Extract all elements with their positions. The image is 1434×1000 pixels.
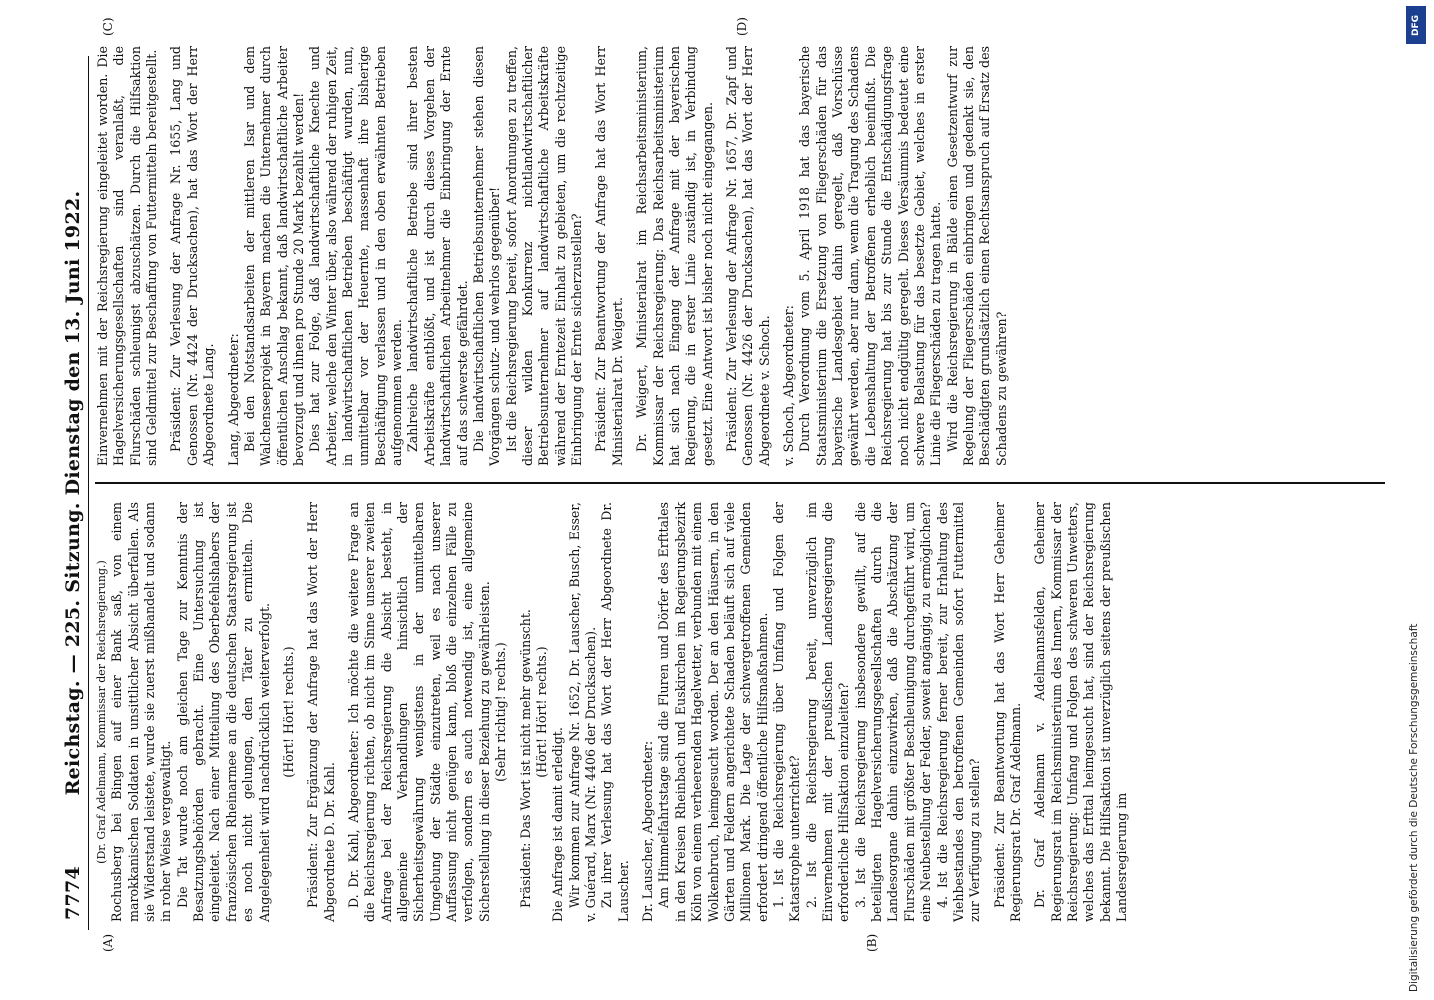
- paragraph: D. Dr. Kahl, Abgeordneter: Ich möchte die weitere Frage an die Reichsregierung richten, ob nicht im Sinne unserer zweiten Anfrage bei der Reichsregierung die Absicht besteht, in allgemeine Verhandlungen hinsichtlich der Sicherheitsgewährung wenigstens in der unmittelbaren Umgebung der Städte einzutreten, weil es nach unserer Auffassung nicht genügen kann, bloß die einzelnen Fälle zu verfolgen, sondern es auch notwendig ist, eine allgemeine Sicherstellung in dieser Beziehung zu gewährleisten.: [345, 502, 492, 922]
- paragraph: Zahlreiche landwirtschaftliche Betriebe sind ihrer besten Arbeitskräfte entblößt, und ist durch dieses Vorgehen der landwirtschaftlichen Arbeitnehmer die Einbringung der Ernte auf das schwerste gefährdet.: [405, 46, 470, 466]
- paragraph: Die Tat wurde noch am gleichen Tage zur Kenntnis der Besatzungsbehörden gebracht. Eine Untersuchung ist eingeleitet. Nach einer Mitteilung des Oberbefehlshabers der französischen Rheinarmee an die deutschen Staatsregierung ist es noch nicht gelungen, den Täter zu ermitteln. Die Angelegenheit wird nachdrücklich weiterverfolgt.: [174, 502, 272, 922]
- interjection: (Sehr richtig! rechts.): [493, 642, 509, 782]
- paragraph: Wird die Reichsregierung in Bälde einen Gesetzentwurf zur Regelung der Fliegerschäden einbringen und gedenkt sie, den Beschädigten grundsätzlich einen Rechtsanspruch auf Ersatz des Schadens zu gewähren?: [944, 46, 1009, 466]
- paragraph: Die landwirtschaftlichen Betriebsunternehmer stehen diesen Vorgängen schutz- und wehrlos gegenüber!: [470, 46, 503, 466]
- paragraph: Präsident: Zur Verlesung der Anfrage Nr. 1655, Lang und Genossen (Nr. 4424 der Drucksachen), hat das Wort der Herr Abgeordnete Lang.: [168, 46, 217, 466]
- paragraph: Präsident: Zur Beantwortung hat das Wort Herr Geheimer Regierungsrat Dr. Graf Adelmann.: [991, 502, 1023, 922]
- paragraph: Einvernehmen mit der Reichsregierung eingeleitet worden. Die Hagelversicherungsgesellschaften sind veranlaßt, die Flurschäden schleunigst abzuschätzen. Durch die Hilfsaktion sind Geldmittel zur Beschaffung von Futtermitteln bereitgestellt.: [95, 46, 160, 466]
- paragraph: Dr. Weigert, Ministerialrat im Reichsarbeitsministerium, Kommissar der Reichsregierung: Das Reichsarbeitsministerium hat sich nach Eingang der Anfrage mit der bayerischen Regierung, die in erster Linie zuständig ist, in Verbindung gesetzt. Eine Antwort ist bisher noch nicht eingegangen.: [634, 46, 715, 466]
- interjection: (Hört! Hört! rechts.): [280, 646, 296, 778]
- question-item: 1. Ist die Reichsregierung über Umfang und Folgen der Katastrophe unterrichtet?: [770, 502, 803, 922]
- margin-marker-b: (B): [865, 933, 879, 952]
- speaker-heading: Dr. Lauscher, Abgeordneter:: [640, 740, 656, 922]
- speaker-heading: v. Schoch, Abgeordneter:: [781, 305, 797, 466]
- page-header: [58, 56, 89, 930]
- question-item: 2. Ist die Reichsregierung bereit, unverzüglich im Einvernehmen mit der preußischen Landesregierung die erforderliche Hilfsaktion einzuleiten?: [803, 502, 852, 922]
- paragraph: Wir kommen zur Anfrage Nr. 1652, Dr. Lauscher, Busch, Esser, v. Guérard, Marx (Nr. 4406 der Drucksachen).: [566, 502, 598, 922]
- paragraph: Am Himmelfahrtstage sind die Fluren und Dörfer des Erfttales in den Kreisen Rheinbach und Euskirchen im Regierungsbezirk Köln von einem verheerenden Hagelwetter, verbunden mit einem Wolkenbruch, heimgesucht worden. Der an den Häusern, in den Gärten und Feldern angerichtete Schaden beläuft sich auf viele Millionen Mark. Die Lage der schwergetroffenen Gemeinden erfordert dringend öffentliche Hilfsmaßnahmen.: [656, 502, 770, 922]
- paragraph: Bei den Notstandsarbeiten der mittleren Isar und dem Walchenseeprojekt in Bayern machen die Unternehmer durch öffentlichen Anschlag bekannt, daß landwirtschaftliche Arbeiter bevorzugt und ihnen pro Stunde 20 Mark bezahlt werden!: [241, 46, 306, 466]
- digitization-note: Digitalisierung gefördert durch die Deutsche Forschungsgemeinschaft: [1408, 623, 1420, 992]
- question-item: 3. Ist die Reichsregierung insbesondere gewillt, auf die beteiligten Hagelversicherungsgesellschaften durch die Landesorgane dahin einzuwirken, daß die Abschätzung der Flurschäden mit größter Beschleunigung durchgeführt wird, um eine Neubestellung der Felder, soweit angängig, zu ermöglichen?: [852, 502, 934, 922]
- speaker-continuation: (Dr. Graf Adelmann, Kommissar der Reichsregierung.): [95, 560, 108, 864]
- interjection: (Hört! Hört! rechts.): [533, 646, 549, 778]
- paragraph: Dr. Graf Adelmann v. Adelmannsfelden, Geheimer Regierungsrat im Reichsministerium des Innern, Kommissar der Reichsregierung: Umfang und Folgen des schweren Unwetters, welches das Erfttal heimgesucht hat, sind der Reichsregierung bekannt. Die Hilfsaktion ist unverzüglich seitens der preußischen Landesregierung im: [1032, 502, 1130, 922]
- paragraph: Dies hat zur Folge, daß landwirtschaftliche Knechte und Arbeiter, welche den Winter über, also während der ruhigen Zeit, in landwirtschaftlichen Betrieben beschäftigt wurden, nun, unmittelbar vor der Heuernte, massenhaft ihre bisherige Beschäftigung verlassen und in den oben erwähnten Betrieben aufgenommen werden.: [307, 46, 405, 466]
- paragraph: Ist die Reichsregierung bereit, sofort Anordnungen zu treffen, dieser wilden Konkurrenz nichtlandwirtschaftlicher Betriebsunternehmer auf landwirtschaftliche Arbeitskräfte während der Erntezeit Einhalt zu gebieten, um die rechtzeitige Einbringung der Ernte sicherzustellen?: [503, 46, 585, 466]
- question-item: 4. Ist die Reichsregierung ferner bereit, zur Erhaltung des Viehbestandes den betroffenen Gemeinden sofort Futtermittel zur Verfügung zu stellen?: [934, 502, 983, 922]
- speaker-heading: Lang, Abgeordneter:: [225, 333, 241, 466]
- margin-marker-d: (D): [735, 17, 749, 36]
- margin-marker-c: (C): [101, 17, 115, 36]
- paragraph: Präsident: Zur Ergänzung der Anfrage hat das Wort der Herr Abgeordnete D. Dr. Kahl.: [305, 502, 337, 922]
- paragraph: Präsident: Zur Verlesung der Anfrage Nr. 1657, Dr. Zapf und Genossen (Nr. 4426 der Drucksachen), hat das Wort der Herr Abgeordnete v. Schoch.: [723, 46, 772, 466]
- running-head: Reichstag. — 225. Sitzung. Dienstag den 13. Juni 1922.: [62, 190, 84, 796]
- digitization-sidebar: [1406, 6, 1430, 996]
- paragraph: Präsident: Zur Beantwortung der Anfrage hat das Wort Herr Ministerialrat Dr. Weigert.: [593, 46, 625, 466]
- page-number: 7774: [62, 865, 84, 920]
- right-column: [95, 46, 1385, 466]
- dfg-logo: DFG: [1406, 6, 1426, 44]
- page-body: [95, 17, 1385, 952]
- margin-marker-a: (A): [101, 933, 115, 952]
- paragraph: Zu ihrer Verlesung hat das Wort der Herr Abgeordnete Dr. Lauscher.: [599, 502, 631, 922]
- paragraph: Präsident: Das Wort ist nicht mehr gewünscht.: [517, 609, 533, 908]
- left-column: [95, 502, 1385, 922]
- column-divider: [95, 482, 1385, 484]
- paragraph: Die Anfrage ist damit erledigt.: [550, 727, 566, 922]
- paragraph: Rochusberg bei Bingen auf einer Bank saß, von einem marokkanischen Soldaten in unsittlicher Absicht überfallen. Als sie Widerstand leistete, wurde sie zuerst mißhandelt und sodann in roher Weise vergewaltigt.: [109, 502, 174, 922]
- paragraph: Durch Verordnung vom 5. April 1918 hat das bayerische Staatsministerium die Ersetzung von Fliegerschäden für das bayerische Landesgebiet dahin geregelt, daß Vorschüsse gewährt werden, aber nur dann, wenn die Tragung des Schadens die Lebenshaltung der Betroffenen erheblich beeinflußt. Die Reichsregierung hat bis zur Stunde die Entschädigungsfrage noch nicht endgültig geregelt. Dieses Versäumnis bedeutet eine schwere Belastung für das besetzte Gebiet, welches in erster Linie die Fliegerschäden zu tragen hatte.: [797, 46, 944, 466]
